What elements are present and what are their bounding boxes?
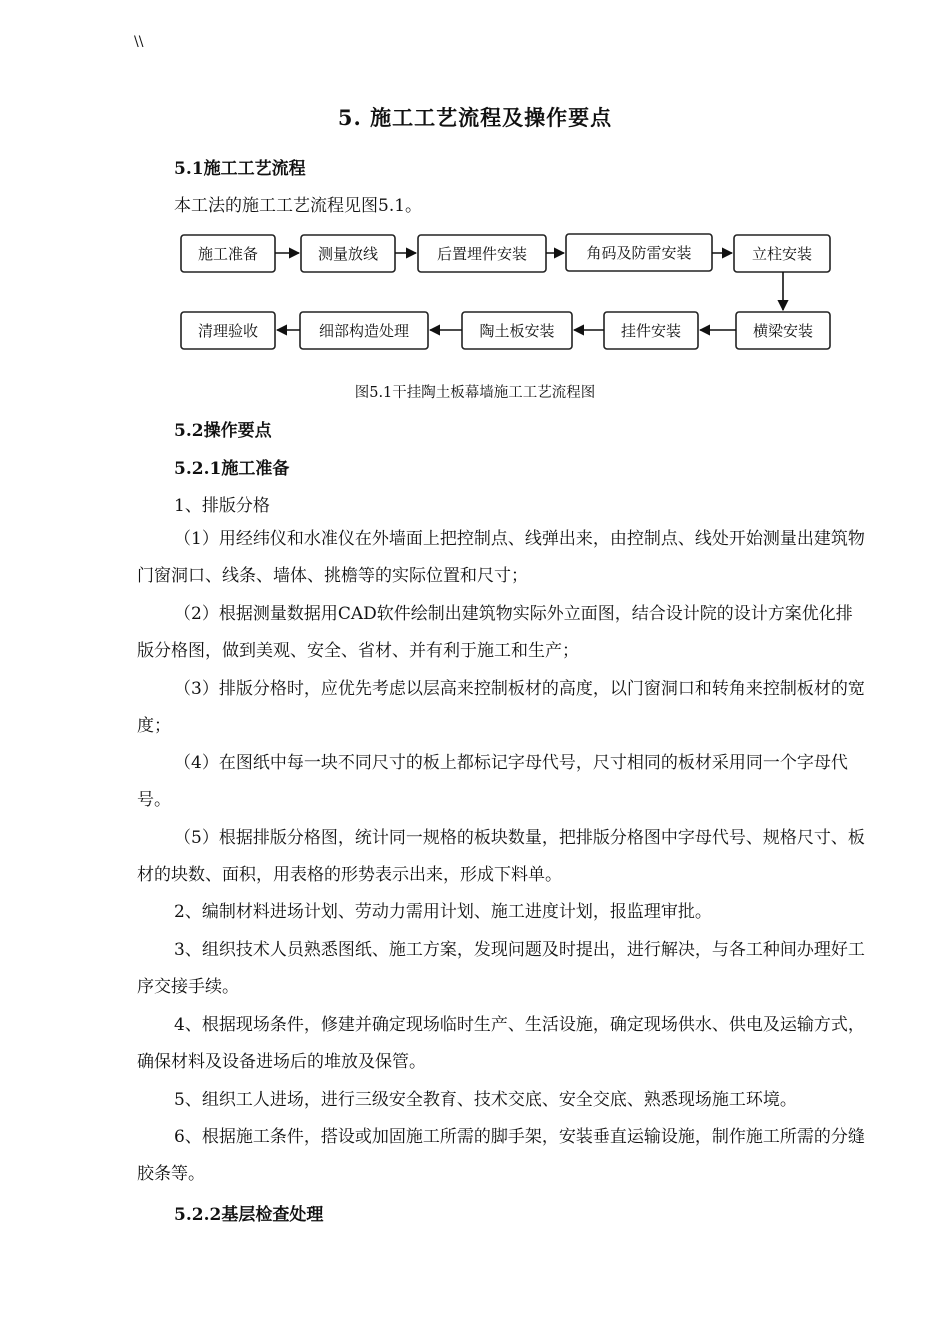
flow-step-label: 挂件安装 [620, 322, 682, 340]
section-intro: 本工法的施工工艺流程见图5.1。 [174, 196, 423, 216]
flow-step-3 [418, 235, 546, 272]
flow-step-label: 角码及防雷安装 [586, 244, 692, 262]
flow-step-label: 测量放线 [317, 245, 379, 263]
flow-step-label: 陶土板安装 [479, 322, 555, 340]
paragraph: 6、根据施工条件，搭设或加固施工所需的脚手架，安装垂直运输设施，制作施工所需的分缝胶条等。 [137, 1127, 865, 1184]
subsection-heading-5-2-1: 5.2.1施工准备 [174, 459, 290, 479]
subsection-heading-5-2-2: 5.2.2基层检查处理 [174, 1205, 324, 1225]
paragraph: 3、组织技术人员熟悉图纸、施工方案，发现问题及时提出，进行解决，与各工种间办理好工序交接手续。 [137, 940, 865, 997]
flow-step-label: 细部构造处理 [318, 322, 410, 340]
flow-step-4 [566, 234, 712, 271]
section-heading-5-2: 5.2操作要点 [174, 421, 272, 441]
figure-caption: 图5.1干挂陶土板幕墙施工工艺流程图 [354, 385, 596, 401]
flow-step-label: 立柱安装 [751, 245, 813, 263]
paragraph: 2、编制材料进场计划、劳动力需用计划、施工进度计划，报监理审批。 [174, 902, 712, 922]
flow-step-9 [300, 312, 428, 349]
paragraph: （3）排版分格时，应优先考虑以层高来控制板材的高度，以门窗洞口和转角来控制板材的宽度； [137, 679, 865, 736]
flow-step-7 [604, 312, 698, 349]
flow-step-label: 施工准备 [197, 245, 259, 263]
flow-step-label: 清理验收 [197, 322, 259, 340]
flow-step-10 [181, 312, 275, 349]
paragraph: 5、组织工人进场，进行三级安全教育、技术交底、安全交底、熟悉现场施工环境。 [174, 1090, 797, 1110]
flow-step-2 [301, 235, 395, 272]
paragraph: （4）在图纸中每一块不同尺寸的板上都标记字母代号，尺寸相同的板材采用同一个字母代号。 [137, 753, 848, 810]
flow-step-5 [734, 235, 830, 272]
flow-step-8 [462, 312, 572, 349]
section-heading-5-1: 5.1施工工艺流程 [174, 159, 306, 179]
flow-step-label: 后置埋件安装 [436, 245, 528, 263]
flow-step-6 [736, 312, 830, 349]
flow-step-1 [181, 235, 275, 272]
paragraph: （1）用经纬仪和水准仪在外墙面上把控制点、线弹出来，由控制点、线处开始测量出建筑物门窗洞口、线条、墙体、挑檐等的实际位置和尺寸； [137, 529, 865, 586]
flow-step-label: 横梁安装 [752, 322, 814, 340]
corner-mark: \\ [134, 34, 144, 50]
paragraph: （2）根据测量数据用CAD软件绘制出建筑物实际外立面图，结合设计院的设计方案优化排版分格图，做到美观、安全、省材、并有利于施工和生产； [137, 604, 853, 661]
page-title: 5. 施工工艺流程及操作要点 [337, 105, 613, 130]
process-flowchart [0, 0, 950, 370]
paragraph: 4、根据现场条件，修建并确定现场临时生产、生活设施，确定现场供水、供电及运输方式，确保材料及设备进场后的堆放及保管。 [137, 1015, 865, 1072]
paragraph: （5）根据排版分格图，统计同一规格的板块数量，把排版分格图中字母代号、规格尺寸、板材的块数、面积，用表格的形势表示出来，形成下料单。 [137, 828, 865, 885]
item-title: 1、排版分格 [174, 496, 270, 516]
